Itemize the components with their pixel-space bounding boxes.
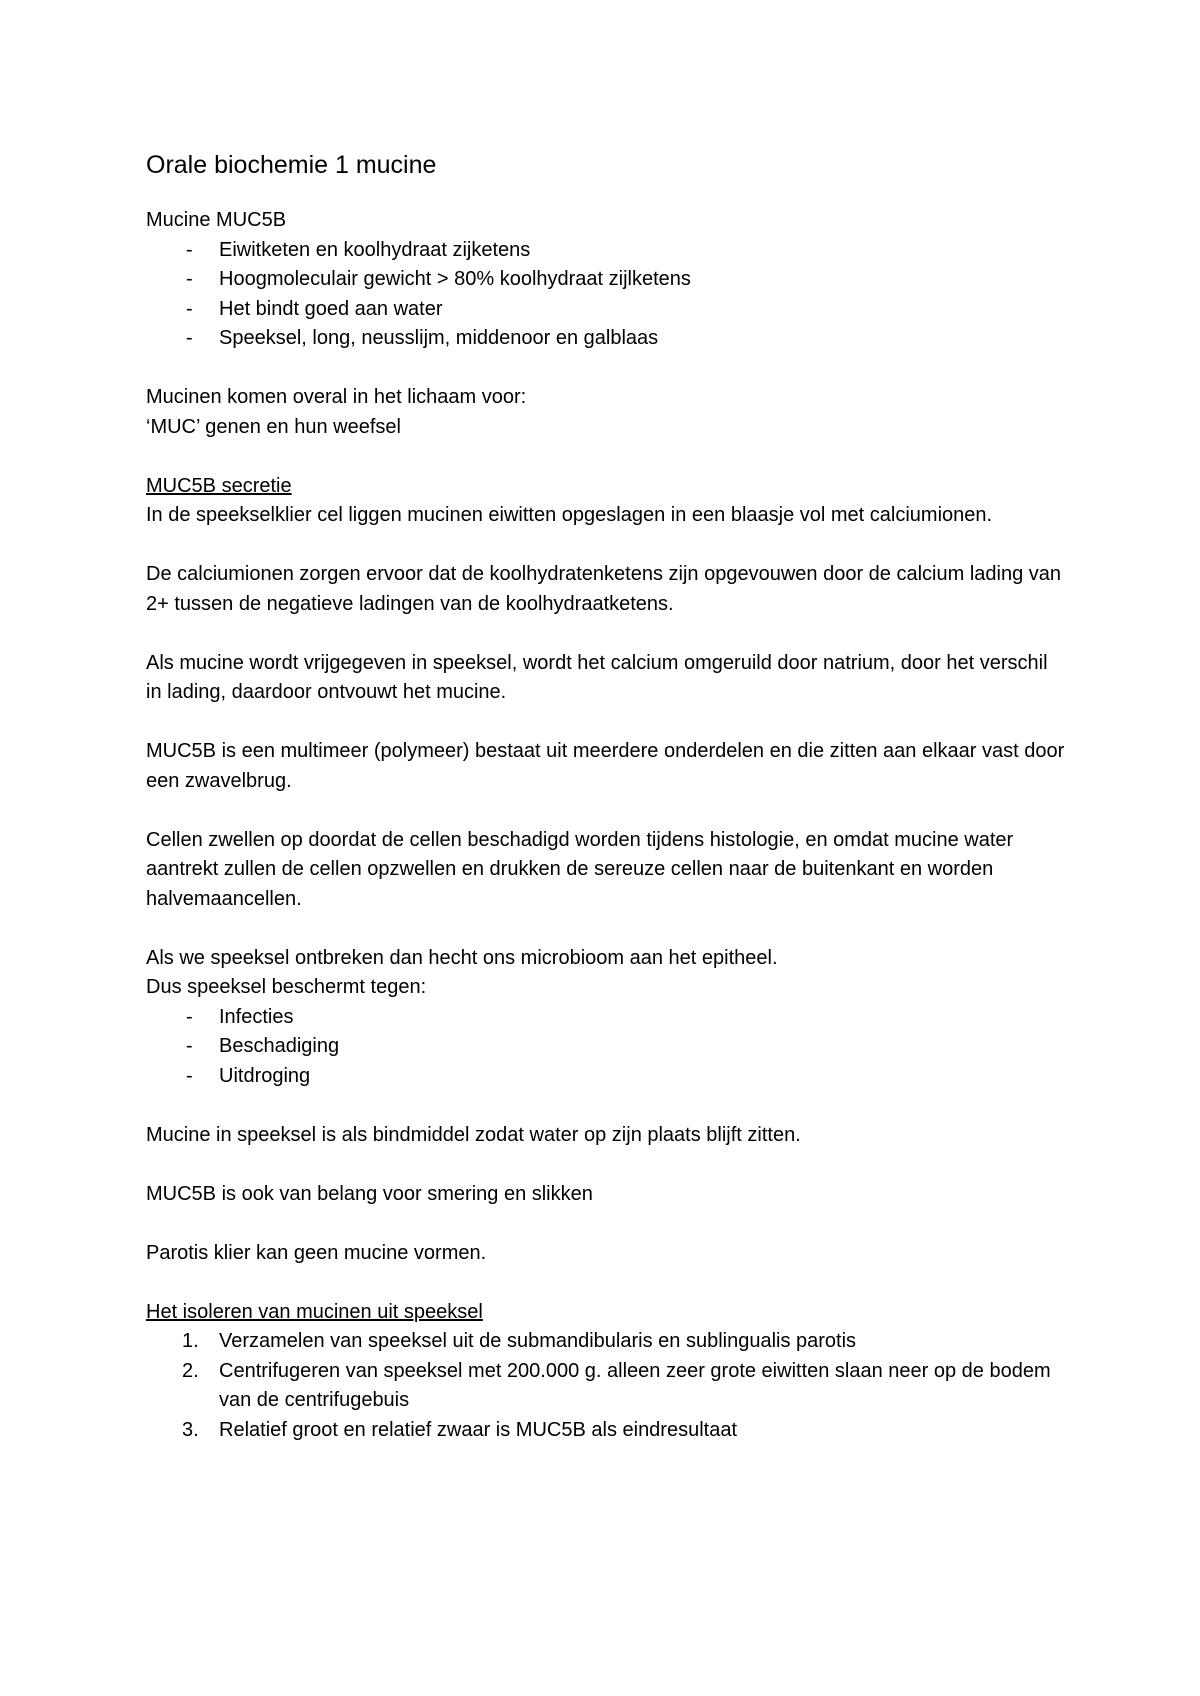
list-text: Relatief groot en relatief zwaar is MUC5B als eindresultaat [219,1418,738,1441]
list-item: - Uitdroging [146,1062,1066,1092]
list-item [146,1416,1066,1446]
section-isoleren [146,1298,1066,1446]
paragraph: Als mucine wordt vrijgegeven in speeksel, wordt het calcium omgeruild door natrium, door het verschil in lading, daardoor ontvouwt het mucine. [146,651,1048,703]
list-number: 3. [182,1418,199,1441]
paragraph: Mucine in speeksel is als bindmiddel zodat water op zijn plaats blijft zitten. [146,1123,801,1146]
list-item: - Het bindt goed aan water [146,295,1066,325]
paragraph: MUC5B is een multimeer (polymeer) bestaat uit meerdere onderdelen en die zitten aan elkaar vast door een zwavelbrug. [146,740,1065,792]
list-number: 1. [182,1330,199,1352]
list-item: - Infecties [146,1003,1066,1033]
section-heading: Het isoleren van mucinen uit speeksel [146,1300,483,1323]
paragraph-line: Als we speeksel ontbreken dan hecht ons microbioom aan het epitheel. [146,946,778,969]
paragraph-line: ‘MUC’ genen en hun weefsel [146,415,401,438]
bullet-list [146,1003,1066,1092]
numbered-list [146,1327,1066,1445]
paragraph: In de speekselklier cel liggen mucinen eiwitten opgeslagen in een blaasje vol met calciumionen. [146,504,993,526]
section-bescherming [146,944,1066,1092]
list-item: - Speeksel, long, neusslijm, middenoor en galblaas [146,324,1066,354]
list-text: Verzamelen van speeksel uit de submandibularis en sublingualis parotis [219,1330,857,1352]
list-item [146,1327,1066,1357]
section-secretie [146,472,1066,531]
section-heading: MUC5B secretie [146,474,292,497]
list-item: - Beschadiging [146,1032,1066,1062]
paragraph: Cellen zwellen op doordat de cellen beschadigd worden tijdens histologie, en omdat mucine water aantrekt zullen de cellen opzwellen en drukken de sereuze cellen naar de buitenkant en worden halvemaancellen. [146,828,1014,910]
list-item: - Hoogmoleculair gewicht > 80% koolhydraat zijlketens [146,265,1066,295]
paragraph: De calciumionen zorgen ervoor dat de koolhydratenketens zijn opgevouwen door de calcium lading van 2+ tussen de negatieve ladingen van de koolhydraatketens. [146,563,1061,615]
section-heading: Mucine MUC5B [146,209,287,231]
paragraph: MUC5B is ook van belang voor smering en slikken [146,1182,593,1205]
bullet-list [146,236,1066,354]
paragraph-line: Mucinen komen overal in het lichaam voor: [146,386,527,408]
list-item: - Eiwitketen en koolhydraat zijketens [146,236,1066,266]
list-item [146,1357,1066,1416]
document-title: Orale biochemie 1 mucine [146,151,437,179]
list-number: 2. [182,1359,199,1382]
paragraph: Parotis klier kan geen mucine vormen. [146,1241,487,1264]
paragraph-line: Dus speeksel beschermt tegen: [146,976,427,998]
section-muc5b-intro [146,206,1066,354]
document-page [146,148,1066,1475]
section-mucinen [146,383,1066,442]
list-text: Centrifugeren van speeksel met 200.000 g. alleen zeer grote eiwitten slaan neer op de bodem van de centrifugebuis [219,1359,1051,1411]
